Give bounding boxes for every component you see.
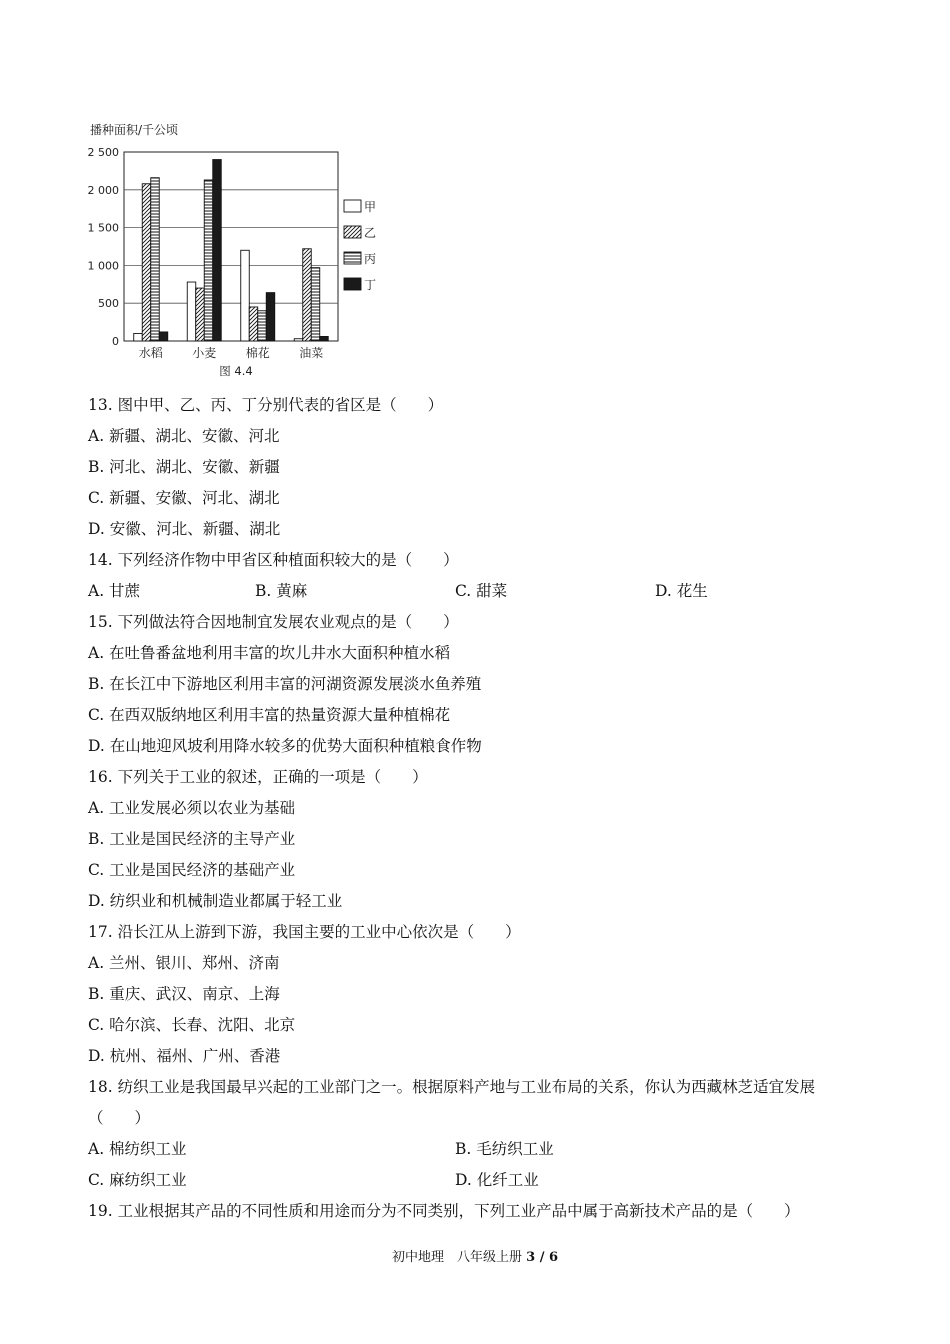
bar-甲-水稻 <box>134 333 143 341</box>
chart-bars <box>134 160 329 341</box>
question-stem: 16. 下列关于工业的叙述，正确的一项是（ ） <box>88 768 428 786</box>
y-tick-label: 500 <box>98 297 119 311</box>
y-axis-label: 播种面积/千公顷 <box>90 123 179 137</box>
legend-swatch <box>344 278 361 290</box>
x-tick-label: 棉花 <box>245 346 270 360</box>
bar-丙-油菜 <box>311 268 320 341</box>
answer-option: D. 化纤工业 <box>455 1171 539 1189</box>
answer-option: B. 黄麻 <box>255 582 308 600</box>
footer-page-number: 3 / 6 <box>526 1250 559 1265</box>
question-stem-continued: （ ） <box>88 1109 151 1127</box>
bar-丁-棉花 <box>266 293 275 341</box>
answer-option: B. 重庆、武汉、南京、上海 <box>88 985 280 1003</box>
footer-course: 初中地理 八年级上册 <box>391 1250 522 1265</box>
legend-label: 甲 <box>364 200 377 214</box>
answer-option: C. 甜菜 <box>455 582 508 600</box>
question-stem: 14. 下列经济作物中甲省区种植面积较大的是（ ） <box>88 551 459 569</box>
question-stem: 13. 图中甲、乙、丙、丁分别代表的省区是（ ） <box>88 396 444 414</box>
page-footer <box>0 1246 950 1265</box>
y-tick-label: 1 000 <box>87 259 119 273</box>
bar-丁-水稻 <box>159 332 168 341</box>
bar-丙-水稻 <box>151 178 160 341</box>
answer-option: A. 甘蔗 <box>88 582 141 600</box>
answer-option: C. 麻纺织工业 <box>88 1171 187 1189</box>
x-tick-label: 油菜 <box>299 346 324 360</box>
answer-option: D. 安徽、河北、新疆、湖北 <box>88 520 281 538</box>
y-tick-label: 2 000 <box>87 183 119 197</box>
bar-丁-油菜 <box>320 336 329 341</box>
answer-option: A. 新疆、湖北、安徽、河北 <box>88 427 280 445</box>
bar-甲-棉花 <box>241 250 250 341</box>
y-tick-label: 1 500 <box>87 221 119 235</box>
legend-label: 乙 <box>364 226 377 240</box>
legend-label: 丁 <box>364 278 377 292</box>
question-stem: 17. 沿长江从上游到下游，我国主要的工业中心依次是（ ） <box>88 923 521 941</box>
answer-option: B. 河北、湖北、安徽、新疆 <box>88 458 280 476</box>
bar-乙-油菜 <box>303 249 312 341</box>
bar-乙-水稻 <box>142 184 151 341</box>
answer-option: A. 兰州、银川、郑州、济南 <box>88 954 280 972</box>
answer-option: B. 毛纺织工业 <box>455 1140 554 1158</box>
chart-legend <box>344 200 376 292</box>
x-tick-label: 水稻 <box>138 346 163 360</box>
answer-option: D. 杭州、福州、广州、香港 <box>88 1047 281 1065</box>
answer-option: B. 在长江中下游地区利用丰富的河湖资源发展淡水鱼养殖 <box>88 675 482 693</box>
x-tick-labels <box>139 345 324 360</box>
legend-swatch <box>344 226 361 238</box>
y-tick-labels <box>88 146 120 348</box>
answer-option: B. 工业是国民经济的主导产业 <box>88 830 296 848</box>
bar-乙-小麦 <box>196 288 205 341</box>
question-stem: 19. 工业根据其产品的不同性质和用途而分为不同类别，下列工业产品中属于高新技术产品的是（ ） <box>88 1202 800 1220</box>
answer-option: C. 新疆、安徽、河北、湖北 <box>88 489 280 507</box>
bar-丁-小麦 <box>213 160 222 341</box>
y-tick-label: 0 <box>112 335 119 348</box>
legend-swatch <box>344 200 361 212</box>
answer-option: C. 哈尔滨、长春、沈阳、北京 <box>88 1016 296 1034</box>
answer-option: D. 在山地迎风坡利用降水较多的优势大面积种植粮食作物 <box>88 737 482 755</box>
answer-option: A. 在吐鲁番盆地利用丰富的坎儿井水大面积种植水稻 <box>88 644 451 662</box>
sown-area-bar-chart <box>86 120 386 382</box>
legend-label: 丙 <box>364 252 377 266</box>
y-tick-label: 2 500 <box>87 146 119 159</box>
bar-甲-小麦 <box>187 282 196 341</box>
bar-丙-棉花 <box>258 311 267 341</box>
question-stem: 15. 下列做法符合因地制宜发展农业观点的是（ ） <box>88 613 459 631</box>
answer-option: C. 在西双版纳地区利用丰富的热量资源大量种植棉花 <box>88 706 451 724</box>
question-stem: 18. 纺织工业是我国最早兴起的工业部门之一。根据原料产地与工业布局的关系，你认为西藏林芝适宜发展 <box>88 1078 816 1096</box>
answer-option: D. 花生 <box>655 582 708 600</box>
legend-swatch <box>344 252 361 264</box>
x-tick-label: 小麦 <box>192 346 217 360</box>
answer-option: A. 工业发展必须以农业为基础 <box>88 799 296 817</box>
bar-甲-油菜 <box>294 339 303 341</box>
answer-option: D. 纺织业和机械制造业都属于轻工业 <box>88 892 343 910</box>
bar-丙-小麦 <box>204 180 213 341</box>
bar-乙-棉花 <box>249 307 258 341</box>
answer-option: A. 棉纺织工业 <box>88 1140 187 1158</box>
answer-option: C. 工业是国民经济的基础产业 <box>88 861 296 879</box>
figure-caption: 图 4.4 <box>219 364 253 378</box>
